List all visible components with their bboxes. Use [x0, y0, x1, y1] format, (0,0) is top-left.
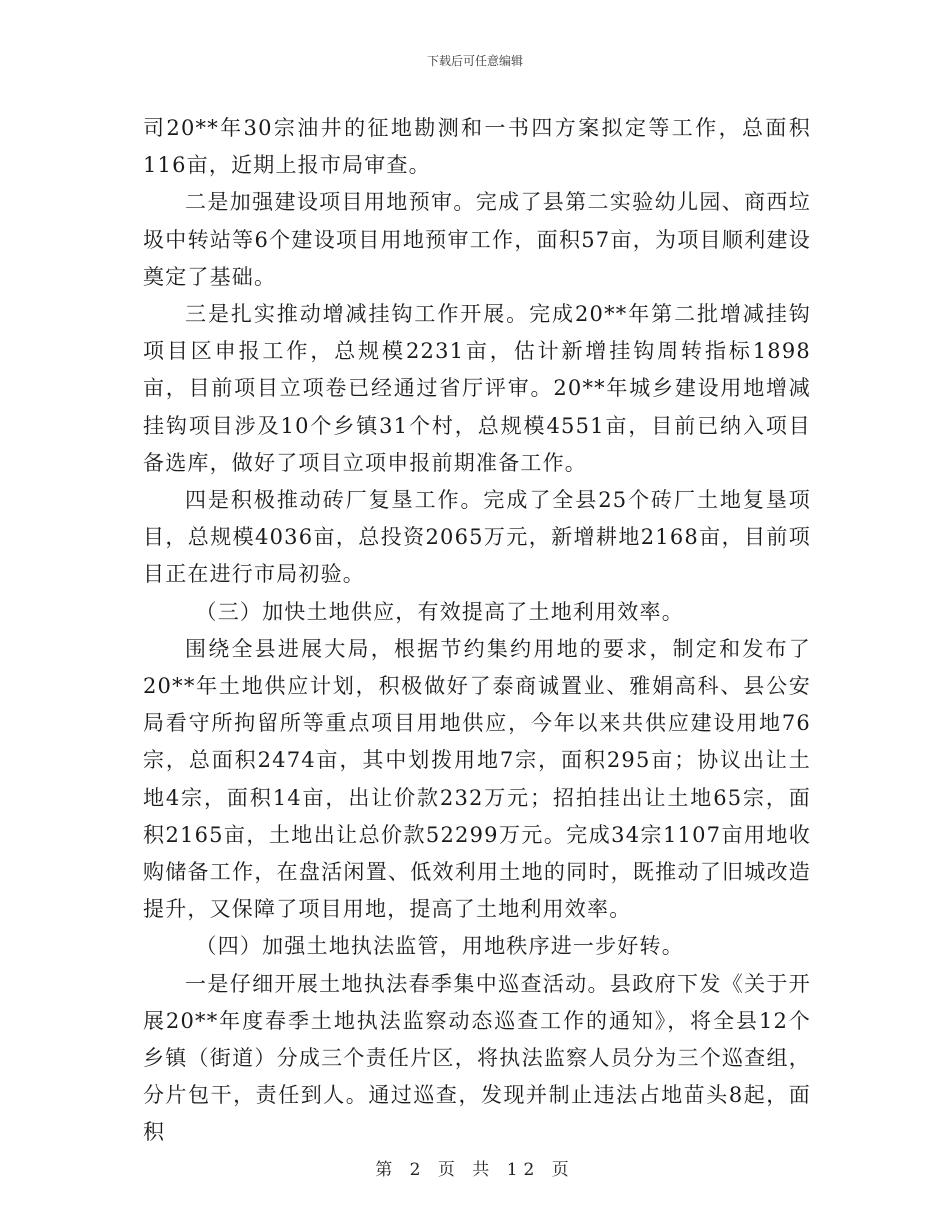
page-header: 下载后可任意编辑 — [426, 54, 523, 68]
page-footer: 第 2 页 共 12 页 — [375, 1160, 575, 1180]
paragraph-brickyard-reclamation: 四是积极推动砖厂复垦工作。完成了全县25个砖厂土地复垦项目，总规模4036亩，总投资2065万元，新增耕地2168亩，目前项目正在进行市局初验。 — [143, 488, 811, 587]
section-heading-land-supply: （三）加快土地供应，有效提高了土地利用效率。 — [195, 599, 684, 624]
paragraph-spring-inspection: 一是仔细开展土地执法春季集中巡查活动。县政府下发《关于开展20**年度春季土地执法监察动态巡查工作的通知》，将全县12个乡镇（街道）分成三个责任片区，将执法监察人员分为三个巡查组，分片包干，责任到人。通过巡查，发现并制止违法占地苗头8起，面积 — [143, 971, 811, 1145]
paragraph-linkage-project: 三是扎实推动增减挂钩工作开展。完成20**年第二批增减挂钩项目区申报工作，总规模2231亩，估计新增挂钩周转指标1898亩，目前项目立项卷已经通过省厅评审。20**年城乡建设用地增减挂钩项目涉及10个乡镇31个村，总规模4551亩，目前已纳入项目备选库，做好了项目立项申报前期准备工作。 — [143, 302, 811, 475]
paragraph-project-preview: 二是加强建设项目用地预审。完成了县第二实验幼儿园、商西垃圾中转站等6个建设项目用地预审工作，面积57亩，为项目顺利建设奠定了基础。 — [143, 190, 811, 289]
paragraph-continuation: 司20**年30宗油井的征地勘测和一书四方案拟定等工作，总面积116亩，近期上报市局审查。 — [143, 116, 811, 178]
document-body — [143, 110, 811, 1152]
paragraph-land-supply: 围绕全县进展大局，根据节约集约用地的要求，制定和发布了20**年土地供应计划，积极做好了泰商诚置业、雅娟高科、县公安局看守所拘留所等重点项目用地供应，今年以来共供应建设用地76宗，总面积2474亩，其中划拨用地7宗，面积295亩；协议出让土地4宗，面积14亩，出让价款232万元；招拍挂出让土地65宗，面积2165亩，土地出让总价款52299万元。完成34宗1107亩用地收购储备工作，在盘活闲置、低效利用土地的同时，既推动了旧城改造提升，又保障了项目用地，提高了土地利用效率。 — [143, 636, 811, 922]
section-heading-law-enforcement: （四）加强土地执法监管，用地秩序进一步好转。 — [195, 934, 684, 959]
